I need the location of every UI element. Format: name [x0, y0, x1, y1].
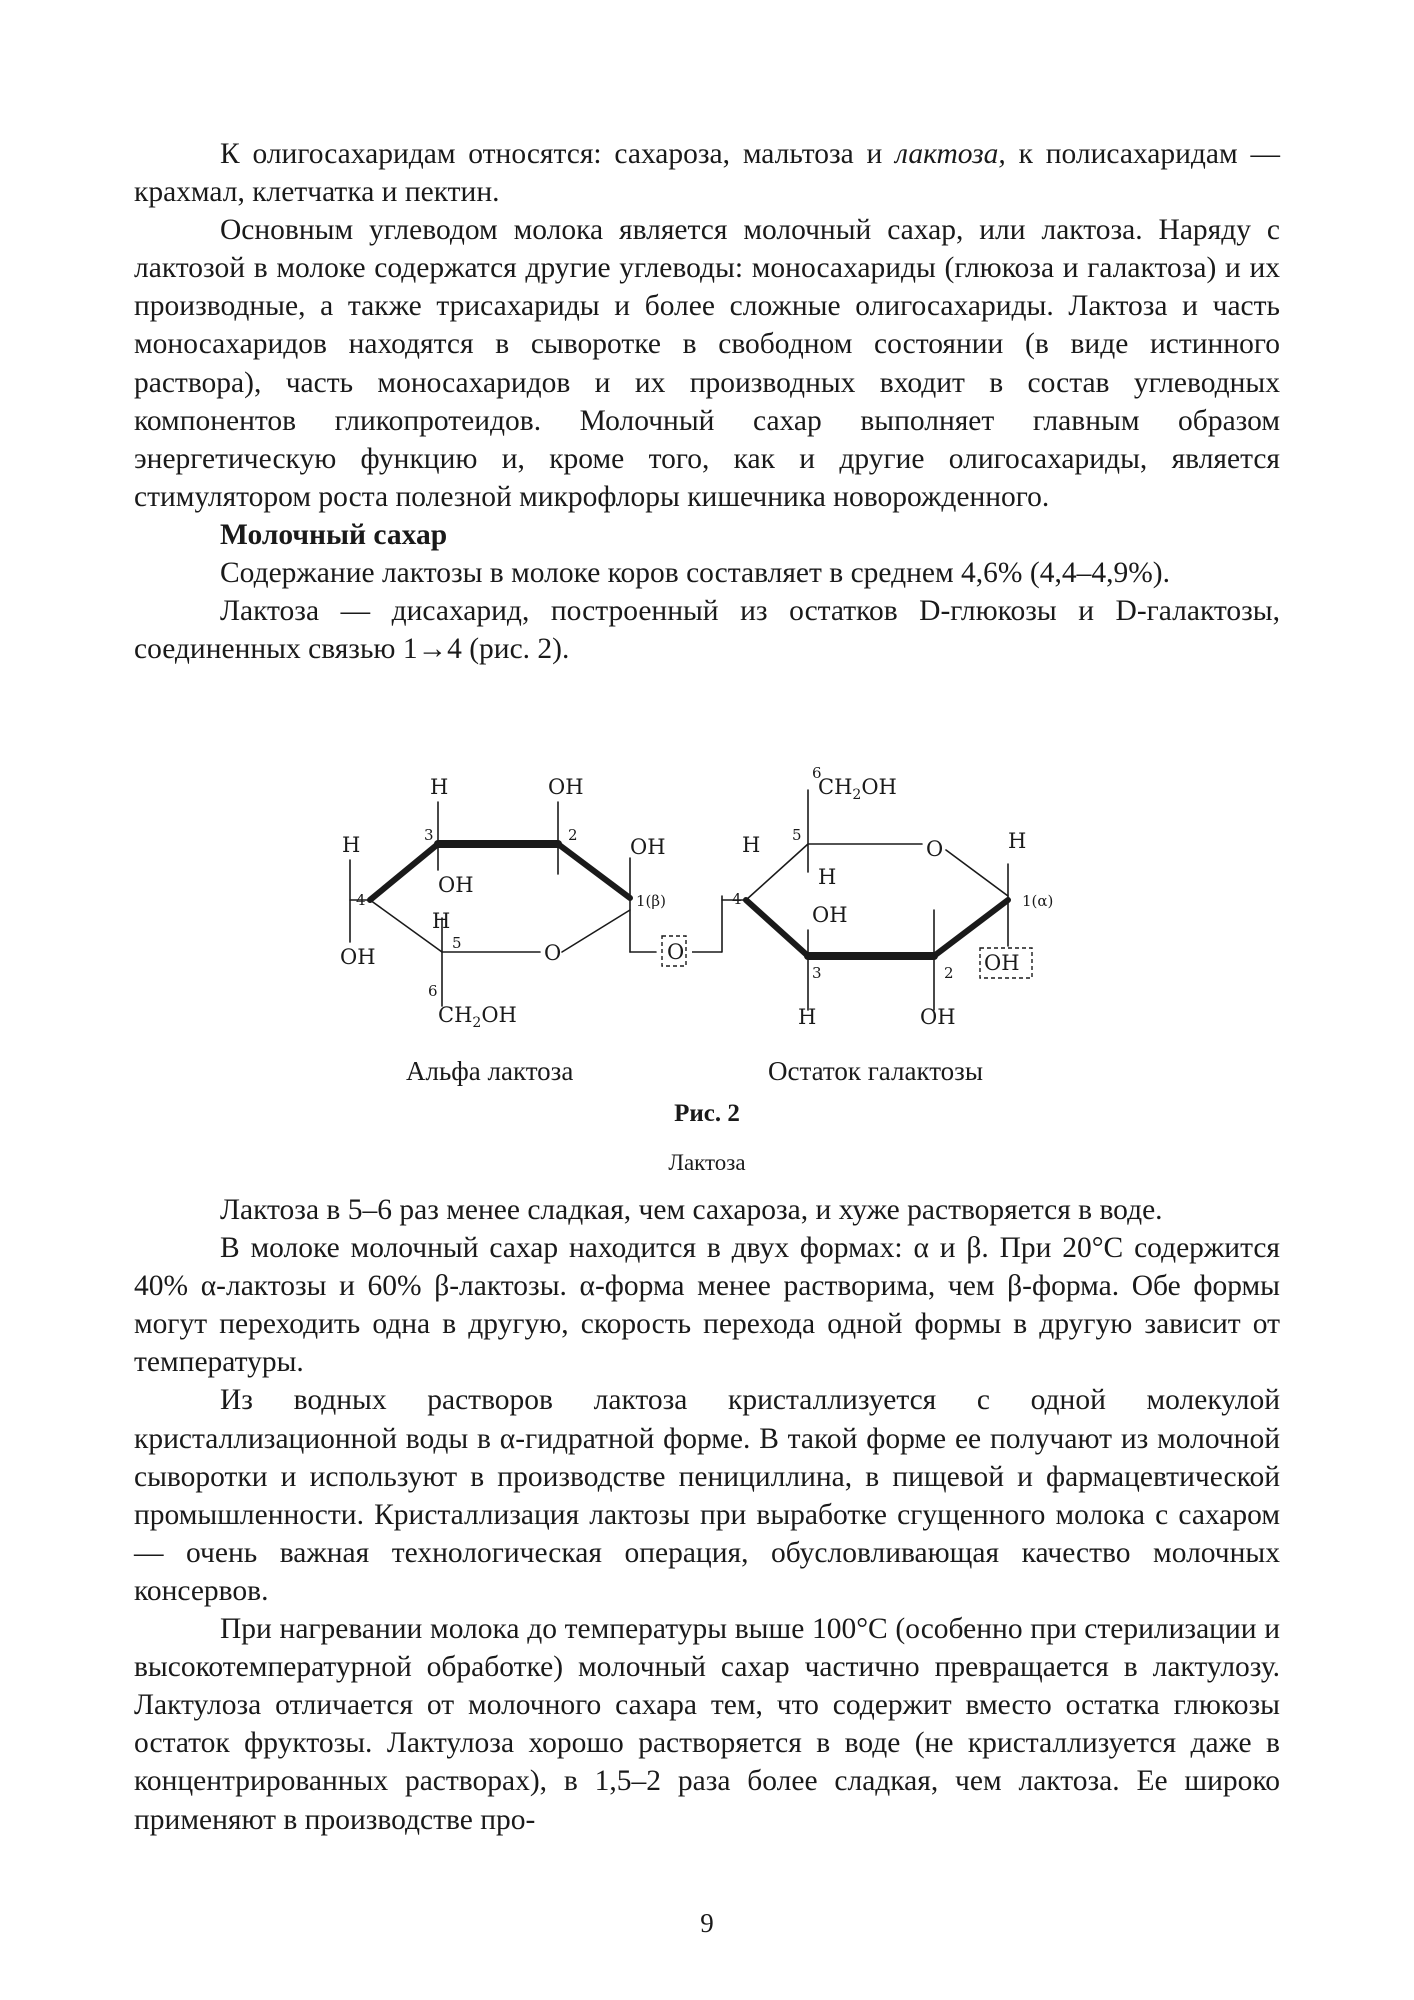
paragraph-lactulose: При нагревании молока до температуры выше 100°С (особенно при стерилизации и высокотемпературной обработке) молочный сахар частично превращается в лактулозу. Лактулоза отличается от молочного сахара тем, что содержит вместо остатка глюкозы остаток фруктозы. Лактулоза хорошо растворяется в воде (не кристаллизуется даже в концентрированных растворах), в 1,5–2 раза более сладкая, чем лактоза. Ее широко применяют в производстве про-	[134, 1613, 1280, 1836]
anomeric-alpha-label: 1(α)	[1022, 892, 1054, 910]
anomeric-beta-label: 1(β)	[636, 892, 666, 910]
atom-oh: OH	[438, 873, 474, 897]
atom-h: H	[818, 865, 837, 889]
lactose-structure-diagram	[340, 760, 1080, 1100]
atom-oh: OH	[812, 903, 848, 927]
bond-o-c1	[946, 850, 1008, 896]
ring-oxygen: O	[544, 941, 562, 965]
atom-h: H	[342, 833, 361, 857]
paragraph-lactose-disaccharide: Лактоза — дисахарид, построенный из остатков D-глюкозы и D-галактозы, соединенных связью 1→4 (рис. 2).	[134, 595, 1280, 666]
atom-oh: OH	[340, 945, 376, 969]
group-ch2oh: $CH_2OH$	[818, 775, 897, 803]
carbon-number-5: 5	[452, 934, 462, 952]
caption-galactose-residue: Остаток галактозы	[768, 1056, 983, 1086]
bond-o-c1	[562, 910, 630, 952]
paragraph-alpha-beta-forms: В молоке молочный сахар находится в двух формах: α и β. При 20°С содержится 40% α-лактозы и 60% β-лактозы. α-форма менее растворима, чем β-форма. Обе формы могут переходить одна в другую, скорость перехода одной формы в другую зависит от температуры.	[134, 1232, 1281, 1379]
atom-h: H	[798, 1005, 817, 1029]
ring-oxygen: O	[926, 837, 944, 861]
bottom-text-block	[134, 1191, 1280, 1839]
section-heading-milk-sugar: Молочный сахар	[220, 518, 448, 551]
carbon-number-2: 2	[568, 826, 578, 844]
bond-c4-c3	[370, 844, 438, 900]
paragraph-crystallization: Из водных растворов лактоза кристаллизуется с одной молекулой кристаллизационной воды в α-гидратной форме. В такой форме ее получают из молочной сыворотки и используют в производстве пенициллина, в пищевой и фармацевтической промышленности. Кристаллизация лактозы при выработке сгущенного молока с сахаром — очень важная технологическая операция, обусловливающая качество молочных консервов.	[134, 1384, 1280, 1607]
caption-alpha-lactose: Альфа лактоза	[406, 1056, 574, 1086]
atom-oh: OH	[630, 835, 666, 859]
bridge-oxygen: O	[667, 940, 685, 964]
atom-h: H	[432, 909, 451, 933]
atom-oh: OH	[548, 775, 584, 799]
italic-term-lactose: лактоза,	[895, 138, 1006, 170]
carbon-number-3: 3	[424, 826, 434, 844]
carbon-number-6: 6	[428, 982, 438, 1000]
right-ring-labels	[732, 764, 1053, 1029]
left-ring-bonds	[350, 802, 656, 1006]
paragraph-sweetness: Лактоза в 5–6 раз менее сладкая, чем сахароза, и хуже растворяется в воде.	[220, 1194, 1163, 1226]
carbon-number-3: 3	[812, 964, 822, 982]
carbon-number-2: 2	[944, 964, 954, 982]
paragraph-text: К олигосахаридам относятся: сахароза, мальтоза и	[220, 138, 896, 170]
paragraph-oligosaccharides	[134, 135, 1280, 211]
carbon-number-6: 6	[812, 764, 822, 782]
carbon-number-4: 4	[356, 891, 366, 909]
carbon-number-5: 5	[792, 826, 802, 844]
atom-oh: OH	[984, 951, 1020, 975]
paragraph-text: к полисахаридам — крахмал, клетчатка и пектин.	[134, 138, 1280, 209]
bond-c4-c3	[746, 900, 808, 956]
carbon-number-4: 4	[732, 890, 742, 908]
paragraph-lactose-content: Содержание лактозы в молоке коров составляет в среднем 4,6% (4,4–4,9%).	[220, 557, 1170, 590]
left-ring-labels	[340, 775, 684, 1031]
page-number: 9	[700, 1908, 714, 1938]
atom-h: H	[430, 775, 449, 799]
paragraph-main-carbohydrate: Основным углеводом молока является молочный сахар, или лактоза. Наряду с лактозой в молоке содержатся другие углеводы: моносахариды (глюкоза и галактоза) и их производные, а также трисахариды и более сложные олигосахариды. Лактоза и часть моносахаридов находятся в сыворотке в свободном состоянии (в виде истинного раствора), часть моносахаридов и их производных входит в состав углеводных компонентов гликопротеидов. Молочный сахар выполняет главным образом энергетическую функцию и, кроме того, как и другие олигосахариды, является стимулятором роста полезной микрофлоры кишечника новорожденного.	[134, 214, 1280, 513]
figure-subtitle: Лактоза	[668, 1150, 746, 1175]
lactose-structure-figure	[340, 760, 1080, 1100]
top-text-block	[134, 135, 1280, 668]
figure-title: Рис. 2	[674, 1100, 740, 1127]
atom-h: H	[1008, 829, 1027, 853]
atom-oh: OH	[920, 1005, 956, 1029]
group-ch2oh: $CH_2OH$	[438, 1003, 517, 1031]
bond-c2-c1	[558, 844, 630, 898]
atom-h: H	[742, 833, 761, 857]
right-ring-bonds	[722, 790, 1008, 1010]
